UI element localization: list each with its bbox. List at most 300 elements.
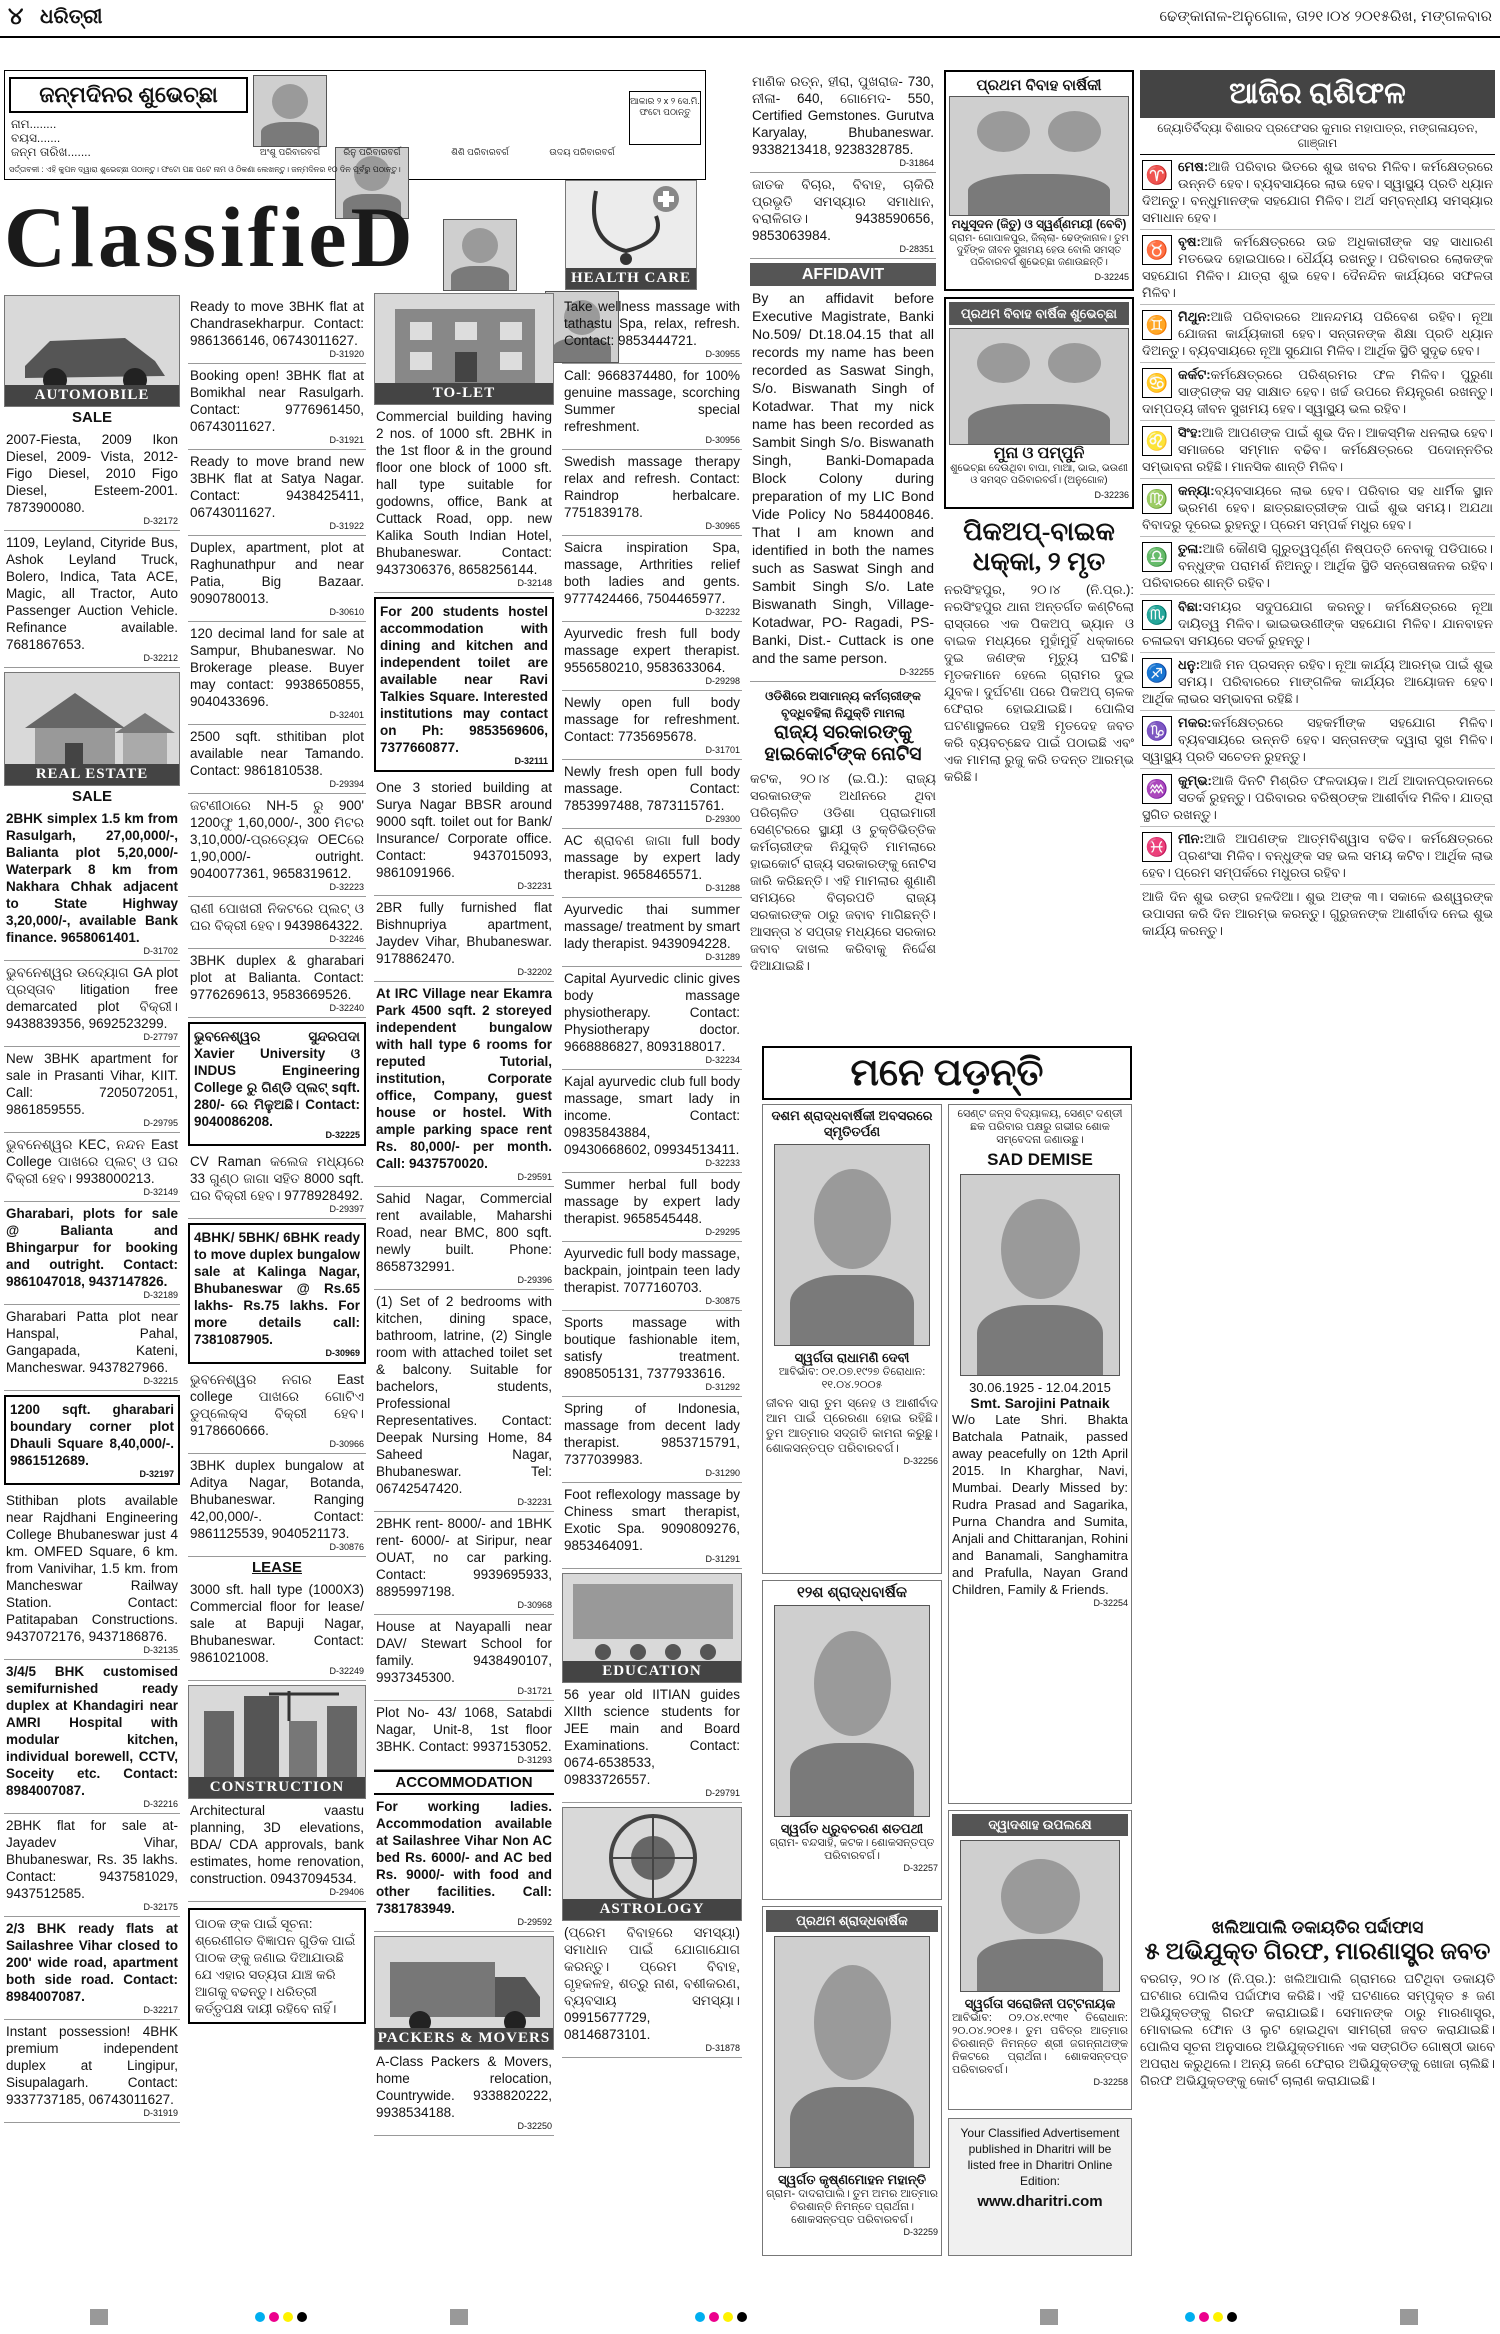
news1-headline: ରାଜ୍ୟ ସରକାରଙ୍କୁ ହାଇକୋର୍ଟଙ୍କ ନୋଟିସ: [764, 722, 922, 765]
zodiac-text: ଆଜି ଦିନଟି ମିଶ୍ରିତ ଫଳଦାୟକ। ଅର୍ଥ ଆଦାନପ୍ରଦାନରେ ସତର୍କ ରୁହନ୍ତୁ। ପରିବାରର ବରିଷ୍ଠଙ୍କ ଆଶୀର୍ବାଦ ମିଳିବ। ଯାତ୍ରା ସ୍ଥଗିତ ରଖନ୍ତୁ।: [1142, 773, 1493, 822]
ad-code: D-31288: [705, 883, 740, 893]
column-automobile-realestate: [4, 295, 180, 2123]
ad-code: D-32231: [517, 881, 552, 891]
reader-notice: ପାଠକ ଙ୍କ ପାଇଁ ସୂଚନା: ଶ୍ରେଣୀଗତ ବିଜ୍ଞାପନ ଗୁଡିକ ପାଇଁ ପାଠକ ଙ୍କୁ ଜଣାଇ ଦିଆଯାଉଛି ଯେ ଏହାର ସତ୍ୟତା ଯାଞ୍ଚ କରି ଆଗକୁ ବଢନ୍ତୁ। ଧରିତ୍ରୀ କର୍ତ୍ତୃପକ୍ଷ ଦାୟୀ ରହିବେ ନାହିଁ।: [188, 1908, 366, 2024]
print-registration-marks: [0, 2305, 1500, 2329]
zodiac-sign-icon: ♊: [1142, 310, 1172, 340]
news2-headline: ପିକଅପ୍-ବାଇକ ଧକ୍କା, ୨ ମୃତ: [963, 517, 1115, 576]
memorial-ad-5: [762, 1906, 942, 2256]
ad-code: D-32250: [517, 2121, 552, 2131]
classified-logo: ClassifieD: [4, 189, 417, 285]
classified-ad: [188, 897, 366, 949]
ad-text: 2BR fully furnished flat Bishnupriya apartment, Jaydev Vihar, Bhubaneswar. 9178862470.: [376, 900, 552, 966]
classified-ad: [374, 1512, 554, 1615]
ad-text: Newly fresh open full body massage. Contact: 7853997488, 7873115761.: [564, 764, 740, 813]
classified-ad: [188, 1799, 366, 1902]
classified-ad: [750, 70, 936, 173]
classified-ad: [188, 1578, 366, 1681]
column-tolet: [374, 295, 554, 2136]
classified-ad: [374, 405, 554, 593]
ad-text: Ayurvedic thai summer massage/ treatment by smart lady therapist. 9439094228.: [564, 902, 740, 951]
horoscope-extra: ଆଜି ଦିନ ଶୁଭ ରଙ୍ଗ ହଳଦିଆ। ଶୁଭ ଅଙ୍କ ୩। ସକାଳେ ଈଶ୍ୱରଙ୍କ ଉପାସନା କରି ଦିନ ଆରମ୍ଭ କରନ୍ତୁ। ଗୁରୁଜନଙ୍କ ଆଶୀର୍ବାଦ ନେଇ ଶୁଭ କାର୍ଯ୍ୟ କରନ୍ତୁ।: [1142, 889, 1493, 938]
classified-ad: [562, 898, 742, 967]
real-estate-ads: [4, 807, 180, 2123]
ad-code: D-32149: [143, 1187, 178, 1197]
classified-ad: [562, 1483, 742, 1569]
ad-code: D-32215: [143, 1376, 178, 1386]
memorial-banner: ମନେ ପଡ଼ନ୍ତି: [762, 1046, 1132, 1100]
affidavit-heading: AFFIDAVIT: [750, 263, 936, 286]
ad-text: 2BHK simplex 1.5 km from Rasulgarh, 27,00,000/-, Balianta plot 5,20,000/- Waterpark 8 km from Nakhara Chhak adjacent to State Highway 3,20,000/-, available Bank finance. 9658061401.: [6, 811, 178, 945]
ad-text: A-Class Packers & Movers, home relocation, Countrywide. 9338820222, 9938534188.: [376, 2054, 552, 2120]
news1-kicker: ଓଡିଶିରେ ଅସାମାନ୍ୟ କର୍ମଚାରୀଙ୍କ ବୃଦ୍ଧିବହିଲା ନିଯୁକ୍ତି ମାମଲା: [765, 689, 921, 720]
ad-code: D-31292: [705, 1382, 740, 1392]
ad-text: 3000 sft. hall type (1000X3) Commercial floor for lease/ sale at Bapuji Nagar, Bhubaneswar. Contact: 9861021008.: [190, 1582, 364, 1665]
ad-code: D-31290: [705, 1468, 740, 1478]
m5-name: ସ୍ୱର୍ଗତ କୃଷ୍ଣମୋହନ ମହାନ୍ତି: [777, 2172, 927, 2187]
classified-ad: [374, 597, 554, 772]
zodiac-name: ସିଂହ:: [1178, 425, 1202, 440]
zodiac-name: କନ୍ୟା:: [1178, 483, 1215, 498]
classified-ad: [4, 1489, 180, 1660]
classified-ad: [4, 961, 180, 1047]
memorial-ad-1: [762, 1104, 942, 1574]
horoscope-title: ଆଜିର ରାଶିଫଳ: [1140, 70, 1495, 118]
m1-dates: ଆବିର୍ଭାବ: ୦୧.୦୭.୧୯୨୭ ତିରୋଧାନ: ୧୧.୦୪.୨୦୦୫: [778, 1366, 926, 1391]
classified-ad: [562, 1242, 742, 1311]
m2-dates: 30.06.1925 - 12.04.2015: [969, 1380, 1111, 1395]
ad-code: D-31291: [705, 1554, 740, 1564]
ad-code: D-29397: [329, 1204, 364, 1214]
ad-code: D-28351: [899, 244, 934, 254]
ad-text: ଭୁବନେଶ୍ୱର KEC, ନନ୍ଦନ East College ପାଖରେ ପ୍ଲଟ୍ ଓ ଘର ବିକ୍ରୀ ହେବ। 9938000213.: [6, 1137, 178, 1186]
memorial-ad-3: [762, 1580, 942, 1900]
classified-ad: [188, 450, 366, 536]
zodiac-text: କର୍ମକ୍ଷେତ୍ରରେ ପରିଶ୍ରମର ଫଳ ମିଳିବ। ପୁରୁଣା ସାଙ୍ଗଙ୍କ ସହ ସାକ୍ଷାତ ହେବ। ଖର୍ଚ୍ଚ ଉପରେ ନିୟନ୍ତ୍ରଣ ରଖନ୍ତୁ। ଦାମ୍ପତ୍ୟ ଜୀବନ ସୁଖମୟ ହେବ। ସ୍ୱାସ୍ଥ୍ୟ ଭଲ ରହିବ।: [1142, 367, 1493, 416]
zodiac-text: ଆଜି ଆପଣଙ୍କ ପାଇଁ ଶୁଭ ଦିନ। ଆକସ୍ମିକ ଧନଲାଭ ହେବ। ସମାଜରେ ସମ୍ମାନ ବଢିବ। କର୍ମକ୍ଷେତ୍ରରେ ପଦୋନ୍ନତିର ସମ୍ଭାବନା ରହିଛି। ମାନସିକ ଶାନ୍ତି ମିଳିବ।: [1142, 425, 1493, 474]
wedding1-code: D-32245: [1094, 272, 1129, 282]
ad-code: D-32217: [143, 2005, 178, 2015]
classified-ad: [562, 967, 742, 1070]
classified-ad: [188, 725, 366, 794]
ad-code: D-31878: [705, 2043, 740, 2053]
news1-body: କଟକ, ୨୦।୪ (ଇ.ପି.): ରାଜ୍ୟ ସରକାରଙ୍କ ଅଧୀନରେ ଥିବା ପରିଚାଳିତ ଓଡିଶା ପ୍ରାଇମାରୀ ସେଣ୍ଟରରେ ସ୍ଥାୟୀ ଓ ଚୁକ୍ତିଭିତ୍ତିକ କର୍ମଚାରୀଙ୍କ ନିଯୁକ୍ତି ମାମଲାରେ ହାଇକୋର୍ଟ ରାଜ୍ୟ ସରକାରଙ୍କୁ ନୋଟିସ ଜାରି କରିଛନ୍ତି। ଏହି ମାମଲାର ଶୁଣାଣି ସମୟରେ ବିଚାରପତି ରାଜ୍ୟ ସରକାରଙ୍କ ଠାରୁ ଜବାବ ମାଗିଛନ୍ତି। ଆସନ୍ତା ୪ ସପ୍ତାହ ମଧ୍ୟରେ ସରକାର ଜବାବ ଦାଖଲ କରିବାକୁ ନିର୍ଦ୍ଦେଶ ଦିଆଯାଇଛି।: [750, 771, 936, 973]
horoscope-item: [1140, 827, 1495, 885]
classified-ad: [4, 2020, 180, 2123]
horoscope-item: [1140, 479, 1495, 537]
classified-ad: [4, 1395, 180, 1485]
zodiac-name: ମେଷ:: [1178, 159, 1209, 174]
ad-code: D-30968: [517, 1600, 552, 1610]
column-property-2: [188, 295, 366, 2024]
column-affidavit-news: [750, 70, 936, 974]
ad-code: D-32189: [143, 1290, 178, 1300]
photo-caption-4: ଉଦୟ ପରିବାରବର୍ଗ: [549, 147, 615, 157]
classified-ad: [562, 536, 742, 622]
ad-text: 1200 sqft. gharabari boundary corner plot Dhauli Square 8,40,000/-. 9861512689.: [10, 1402, 174, 1468]
ad-code: D-32216: [143, 1799, 178, 1809]
field-dob: ଜନ୍ମ ତାରିଖ.......: [11, 145, 91, 159]
column-healthcare: [562, 295, 742, 2058]
tolet-ads: [374, 405, 554, 1770]
zodiac-text: ଆଜି ପରିବାରରେ ଆନନ୍ଦମୟ ପରିବେଶ ରହିବ। ନୂଆ ଯୋଜନା କାର୍ଯ୍ୟକାରୀ ହେବ। ସନ୍ତାନଙ୍କ ଶିକ୍ଷା ପ୍ରତି ଧ୍ୟାନ ଦିଅନ୍ତୁ। ବ୍ୟବସାୟରେ ନୂଆ ସୁଯୋଗ ମିଳିବ। ଆର୍ଥିକ ସ୍ଥିତି ସୁଦୃଢ ହେବ।: [1142, 309, 1493, 358]
ad-text: One 3 storied building at Surya Nagar BBSR around 9000 sqft. toilet out for Bank/ Insurance/ Corporate office. Contact: 9437015093, 9861091966.: [376, 780, 552, 880]
field-age: ବୟସ.......: [11, 131, 61, 145]
horoscope-item: [1140, 537, 1495, 595]
wedding2-code: D-32236: [1094, 490, 1129, 500]
horoscope-item: [1140, 305, 1495, 363]
m5-text: ଗ୍ରାମ- ଦାଦରାପାଲି। ତୁମ ଅମର ଆତ୍ମାର ଚିରଶାନ୍ତି ନିମନ୍ତେ ପ୍ରାର୍ଥନା। ଶୋକସନ୍ତପ୍ତ ପରିବାରବର୍ଗ।: [766, 2188, 938, 2226]
classified-ad: [374, 776, 554, 896]
classified-ad: [374, 1795, 554, 1932]
ad-code: D-32197: [139, 1469, 174, 1479]
zodiac-text: ଆଜି ମନ ପ୍ରସନ୍ନ ରହିବ। ନୂଆ କାର୍ଯ୍ୟ ଆରମ୍ଭ ପାଇଁ ଶୁଭ ସମୟ। ପରିବାରରେ ମାଙ୍ଗଳିକ କାର୍ଯ୍ୟର ଆୟୋଜନ ହେବ। ଆର୍ଥିକ ଲାଭର ସମ୍ଭାବନା ରହିଛି।: [1142, 657, 1493, 706]
ad-text: 2007-Fiesta, 2009 Ikon Diesel, 2009- Vista, 2012- Figo Diesel, 2010 Figo Diesel, Esteem-2001. 7873900080.: [6, 432, 178, 515]
ad-text: ଭୁବନେଶ୍ୱର ସୁନ୍ଦରପଦା Xavier University ଓ INDUS Engineering College ରୁ ଗିଣ୍ଡି ପ୍ଲଟ୍ sqft. 280/- ରେ ମିଳୁଅଛି। Contact: 9040086208.: [194, 1029, 360, 1129]
packers-ads: [374, 2050, 554, 2136]
m2-text: W/o Late Shri. Bhakta Batchala Patnaik, passed away peacefully on 12th April 2015. In Kharghar, Navi, Mumbai. Dearly Missed by: Rudra Prasad and Sagarika, Purna Chandra and Sumita, Anjali and Chittaranjan, Rohini and Banamali, Sanghamitra and Prafulla, Nayan Grand Children, Family & Friends.: [952, 1412, 1128, 1597]
classified-ad: [562, 1070, 742, 1173]
ad-code: D-30966: [329, 1439, 364, 1449]
property-ads: [188, 295, 366, 1557]
affidavit-code: D-32255: [899, 667, 934, 677]
ad-text: Gharabari Patta plot near Hanspal, Pahal, Gangapada, Kateni, Mancheswar. 9437827966.: [6, 1309, 178, 1375]
zodiac-text: କର୍ମକ୍ଷେତ୍ରରେ ସହକର୍ମୀଙ୍କ ସହଯୋଗ ମିଳିବ। ବ୍ୟବସାୟରେ ଉନ୍ନତି ହେବ। ସନ୍ତାନଙ୍କ ଦ୍ୱାରା ସୁଖ ମିଳିବ। ସ୍ୱାସ୍ଥ୍ୟ ପ୍ରତି ସଚେତନ ରୁହନ୍ତୁ।: [1142, 715, 1493, 764]
birthday-coupon: [4, 70, 706, 180]
horoscope-item: [1140, 363, 1495, 421]
ad-code: D-29396: [517, 1275, 552, 1285]
news3-headline: ୫ ଅଭିଯୁକ୍ତ ଗିରଫ, ମାରଣାସ୍ତ୍ର ଜବତ: [1144, 1939, 1491, 1965]
classified-ad: [188, 622, 366, 725]
classified-ad: [374, 1615, 554, 1701]
ad-text: ଭୁବନେଶ୍ୱର ନଗର East college ପାଖରେ ଗୋଟିଏ ଡୁପ୍ଲେକ୍ସ ବିକ୍ରୀ ହେବ। 9178660666.: [190, 1372, 364, 1438]
lease-ads: [188, 1578, 366, 1681]
horoscope-byline: ଜ୍ୟୋତିର୍ବିଦ୍ୟା ବିଶାରଦ ପ୍ରଫେସର କୁମାର ମହାପାତ୍ର, ମଙ୍ଗଳାୟତନ, ଗାଞ୍ଜାମ: [1140, 118, 1495, 155]
ad-code: D-30875: [705, 1296, 740, 1306]
horoscope-item: [1140, 653, 1495, 711]
ad-text: Ayurvedic full body massage, backpain, jointpain teen lady therapist. 7077160703.: [564, 1246, 740, 1295]
ad-text: 3BHK duplex bungalow at Aditya Nagar, Botanda, Bhubaneswar. Ranging 42,00,000/-. Contact: 9861125539, 9040521173.: [190, 1458, 364, 1541]
education-ads: [562, 1683, 742, 1803]
ad-text: 2BHK flat for sale at- Jayadev Vihar, Bhubaneswar, Rs. 35 lakhs. Contact: 9437581029, 9437512585.: [6, 1818, 178, 1901]
zodiac-name: ତୁଳା:: [1178, 541, 1203, 556]
ad-text: Commercial building having 2 nos. of 1000 sft. 2BHK in the 1st floor & in the ground floor one block of 1000 sft. hall type suitable for godowns, office, Bank at Cuttack Road, opp. new Kalika South Indian Hotel, Bhubaneswar. Contact: 9437306376, 8658256144.: [376, 409, 552, 577]
ad-text: AC ଶ୍ରାବଣ ଜାଗା full body massage by expert lady therapist. 9658465571.: [564, 833, 740, 882]
horoscope-item: [1140, 155, 1495, 230]
ad-code: D-32148: [517, 578, 552, 588]
wedding-ad-2: [944, 297, 1134, 509]
classified-ad: [374, 1187, 554, 1290]
wedding1-heading: ପ୍ରଥମ ବିବାହ ବାର୍ଷିକୀ: [976, 77, 1102, 94]
birthday-footnote: ସର୍ତ୍ତାବଳୀ : ଏହି କୁପନ ଦ୍ୱାରା ଶୁଭେଚ୍ଛା ପଠାନ୍ତୁ। ଫଟୋ ପଛ ପଟେ ନାମ ଓ ଠିକଣା ଲେଖନ୍ତୁ। ଜନ୍ମଦିନର ୧୦ ଦିନ ପୂର୍ବରୁ ପଠାନ୍ତୁ।: [9, 165, 401, 174]
ad-text: 2/3 BHK ready flats at Sailashree Vihar closed to 200' wide road, apartment both side road. Contact: 8984007087.: [6, 1921, 178, 2004]
online-url[interactable]: www.dharitri.com: [977, 2193, 1103, 2210]
classified-ad: [188, 1150, 366, 1219]
zodiac-name: କୁମ୍ଭ:: [1178, 773, 1212, 788]
classified-ad: [4, 1917, 180, 2020]
classified-ad: [374, 2050, 554, 2136]
zodiac-text: ଆଜି କର୍ମକ୍ଷେତ୍ରରେ ଉଚ୍ଚ ଅଧିକାରୀଙ୍କ ସହ ସାଧାରଣ ମତଭେଦ ହୋଇପାରେ। ଧୈର୍ଯ୍ୟ ରଖନ୍ତୁ। ପରିବାରର ଲୋକଙ୍କ ସହଯୋଗ ମିଳିବ। ଯାତ୍ରା ଶୁଭ ହେବ। ଦୈନନ୍ଦିନ କାର୍ଯ୍ୟରେ ସଫଳତା ମିଳିବ।: [1142, 234, 1493, 300]
zodiac-text: ବ୍ୟବସାୟରେ ଲାଭ ହେବ। ପରିବାର ସହ ଧାର୍ମିକ ସ୍ଥାନ ଭ୍ରମଣ ହେବ। ଛାତ୍ରଛାତ୍ରୀଙ୍କ ପାଇଁ ଶୁଭ ସମୟ। ଅଯଥା ବିବାଦରୁ ଦୂରେଇ ରୁହନ୍ତୁ। ପ୍ରେମ ସମ୍ପର୍କ ମଧୁର ହେବ।: [1142, 483, 1493, 532]
classified-ad: [562, 829, 742, 898]
ad-code: D-31721: [517, 1686, 552, 1696]
ad-code: D-29791: [705, 1788, 740, 1798]
ad-text: Spring of Indonesia, massage from decent lady therapist. 9853715791, 7377039983.: [564, 1401, 740, 1467]
zodiac-sign-icon: ♌: [1142, 426, 1172, 456]
ad-code: D-30965: [705, 521, 740, 531]
ad-code: D-32231: [517, 1497, 552, 1507]
classified-ad: [4, 1814, 180, 1917]
horoscope-item: [1140, 230, 1495, 305]
classified-ad: [562, 1683, 742, 1803]
memorial-ad-4: [948, 1810, 1132, 2110]
m3-name: ସ୍ୱର୍ଗତ ଧ୍ରୁବଚରଣ ଶତପଥୀ: [780, 1821, 924, 1836]
zodiac-name: ଧନୁ:: [1178, 657, 1201, 672]
health-care-image: [565, 180, 697, 290]
ad-text: Take wellness massage with tathastu Spa, relax, refresh. Contact: 9853444721.: [564, 299, 740, 348]
zodiac-text: ଆଜି କୌଣସି ଗୁରୁତ୍ୱପୂର୍ଣ୍ଣ ନିଷ୍ପତ୍ତି ନେବାକୁ ପଡିପାରେ। ବନ୍ଧୁଙ୍କ ପରାମର୍ଶ ନିଅନ୍ତୁ। ଆର୍ଥିକ ସ୍ଥିତି ସନ୍ତୋଷଜନକ ରହିବ। ପରିବାରରେ ଶାନ୍ତି ରହିବ।: [1142, 541, 1493, 590]
online-edition-box: [948, 2118, 1132, 2256]
ad-code: D-32202: [517, 967, 552, 977]
m1-code: D-32256: [903, 1456, 938, 1466]
classified-ad: [188, 295, 366, 364]
m2-code: D-32254: [1093, 1598, 1128, 1608]
ad-text: Gharabari, plots for sale @ Balianta and Bhingarpur for booking and outright. Contact: 9861047018, 9437147826.: [6, 1206, 178, 1289]
birthday-fields: [11, 117, 91, 159]
classified-ad: [4, 807, 180, 961]
m1-heading: ଦଶମ ଶ୍ରାଦ୍ଧବାର୍ଷିକୀ ଅବସରରେ ସ୍ମୃତିତର୍ପଣ: [771, 1108, 933, 1139]
m2-photo: [960, 1174, 1120, 1376]
registration-swatch-icon: [0, 2305, 1500, 2329]
ad-text: (ପ୍ରେମ ବିବାହରେ ସମସ୍ୟା) ସମାଧାନ ପାଇଁ ଯୋଗାଯୋଗ କରନ୍ତୁ। ପ୍ରେମ ବିବାହ, ଗୃହକଳହ, ଶତ୍ରୁ ନାଶ, ବଶୀକରଣ, ବ୍ୟବସାୟ ସମସ୍ୟା। 09915677729, 08146873101.: [564, 1925, 740, 2042]
ad-text: Sports massage with boutique fashionable item, satisfy treatment. 8908505131, 7377933616.: [564, 1315, 740, 1381]
ad-code: D-29591: [517, 1172, 552, 1182]
astrology-ads: [562, 1921, 742, 2058]
paper-name: ଧରିତ୍ରୀ: [40, 6, 103, 28]
ad-text: (1) Set of 2 bedrooms with kitchen, dining space, bathroom, latrine, (2) Single room with attached toilet set & balcony. Suitable for bachelors, students, Professional Representatives. Contact: Deepak Nursing Home, 84 Saheed Nagar, Bhubaneswar. Tel: 06742547420.: [376, 1294, 552, 1496]
astrology-image: [562, 1807, 742, 1921]
ad-text: Ready to move brand new 3BHK flat at Satya Nagar. Contact: 9438425411, 06743011627.: [190, 454, 364, 520]
automobile-ads: [4, 428, 180, 668]
wedding2-text: ଶୁଭେଚ୍ଛା ଦେଉଥିବା ବାପା, ମାଆ, ଭାଇ, ଭଉଣୀ ଓ ସମସ୍ତ ପରିବାରବର୍ଗ। (ଅନୁଗୋଳ): [950, 463, 1128, 486]
m4-name: ସ୍ୱର୍ଗତା ସରୋଜିନୀ ପଟ୍ଟନାୟକ: [964, 1996, 1116, 2011]
ad-code: D-31702: [143, 946, 178, 956]
accommodation-ads: [374, 1795, 554, 1932]
ad-text: Booking open! 3BHK flat at Bomikhal near Rasulgarh. Contact: 9776961450, 06743011627.: [190, 368, 364, 434]
ad-text: At IRC Village near Ekamra Park 4500 sqft. 2 storeyed independent bungalow with hall type 6 rooms for reputed Tutorial, institution, Corporate office, Company, guest house or hostel. With ample parking space rent Rs. 80,000/- per month. Call: 9437570020.: [376, 986, 552, 1171]
zodiac-name: ବୃଷ:: [1178, 234, 1201, 249]
column-wedding-news: [944, 70, 1134, 785]
ad-text: ଜଟଣୀଠାରେ NH-5 ରୁ 900' 1200ଫୁ 1,60,000/-, 300 ମିଟର 3,10,000/-ପ୍ରତ୍ୟେକ OECରେ 1,90,000/- outright. 9040077361, 9658319612.: [190, 798, 364, 881]
ad-text: 56 year old IITIAN guides XIIth science students for JEE main and Board Examinations. Contact: 0674-6538533, 09833726557.: [564, 1687, 740, 1787]
classified-ad: [188, 1454, 366, 1557]
sale-heading-1: SALE: [71, 409, 112, 426]
ad-text: Call: 9668374480, for 100% genuine massage, scorching Summer special refreshment.: [564, 368, 740, 434]
classified-ad: [562, 1921, 742, 2058]
m4-text: ଆବିର୍ଭାବ: ୦୨.୦୪.୧୯୩୧ ତିରୋଧାନ: ୨୦.୦୪.୨୦୧୫। ତୁମ ପବିତ୍ର ଆତ୍ମାର ଚିରଶାନ୍ତି ନିମନ୍ତେ ଶ୍ରୀ ଜଗନ୍ନାଥଙ୍କ ନିକଟରେ ପ୍ରାର୍ଥନା। ଶୋକସନ୍ତପ୍ତ ପରିବାରବର୍ଗ।: [952, 2012, 1128, 2076]
ad-text: House at Nayapalli near DAV/ Stewart School for family. 9438490107, 9937345300.: [376, 1619, 552, 1685]
ad-text: Ready to move 3BHK flat at Chandrasekharpur. Contact: 9861366146, 06743011627.: [190, 299, 364, 348]
ad-code: D-32223: [329, 882, 364, 892]
classified-ad: [562, 760, 742, 829]
ad-code: D-29298: [705, 676, 740, 686]
astrology-caption: ASTROLOGY: [563, 1899, 741, 1920]
m3-photo: [774, 1605, 930, 1817]
packers-image: [374, 1936, 554, 2050]
wedding1-text: ଗ୍ରାମ- ଗୋପାଳପୁର, ଜିଲ୍ଲା- ଢେଙ୍କାନାଳ। ତୁମ ଦୁହିଁଙ୍କ ଜୀବନ ସୁଖମୟ ହେଉ ବୋଲି ସମସ୍ତ ପରିବାରବର୍ଗ ଶୁଭେଚ୍ଛା ଜଣାଉଛନ୍ତି।: [949, 233, 1129, 268]
classified-ad: [188, 1223, 366, 1364]
zodiac-name: ମୀନ:: [1178, 831, 1204, 846]
ad-code: D-27797: [143, 1032, 178, 1042]
automobile-caption: AUTOMOBILE: [5, 385, 179, 406]
photo-caption-1: ଅଂଶୁ ପରିବାରବର୍ଗ: [259, 147, 321, 157]
ad-text: Duplex, apartment, plot at Raghunathpur and near Patia, Big Bazaar. 9090780013.: [190, 540, 364, 606]
zodiac-sign-icon: ♐: [1142, 658, 1172, 688]
ad-text: 3BHK duplex & gharabari plot at Balianta. Contact: 9776269613, 9583669526.: [190, 953, 364, 1002]
classified-ad: [562, 1173, 742, 1242]
ad-code: D-29406: [329, 1887, 364, 1897]
ad-text: Plot No- 43/ 1068, Satabdi Nagar, Unit-8, 1st floor 3BHK. Contact: 9937153052.: [376, 1705, 552, 1754]
horoscope-item: [1140, 769, 1495, 827]
ad-text: Foot reflexology massage by Chiness smart therapist, Exotic Spa. 9090809276, 9853464091.: [564, 1487, 740, 1553]
classified-ad: [4, 1133, 180, 1202]
classified-ad: [750, 173, 936, 259]
education-image: [562, 1573, 742, 1683]
real-estate-image: [4, 672, 180, 786]
ad-text: ରାଣୀ ପୋଖରୀ ନିକଟରେ ପ୍ଲଟ୍ ଓ ଘର ବିକ୍ରୀ ହେବ। 9439864322.: [190, 901, 364, 933]
zodiac-sign-icon: ♓: [1142, 832, 1172, 862]
zodiac-text: ଆଜି ପରିବାର ଭିତରେ ଶୁଭ ଖବର ମିଳିବ। କର୍ମକ୍ଷେତ୍ରରେ ଉନ୍ନତି ହେବ। ବ୍ୟବସାୟରେ ଲାଭ ହେବ। ସ୍ୱାସ୍ଥ୍ୟ ପ୍ରତି ଧ୍ୟାନ ଦିଅନ୍ତୁ। ବନ୍ଧୁମାନଙ୍କ ସହଯୋଗ ମିଳିବ। ଅର୍ଥ ସମ୍ବନ୍ଧୀୟ ସମସ୍ୟାର ସମାଧାନ ହେବ।: [1142, 159, 1493, 225]
ad-code: D-31921: [329, 435, 364, 445]
ad-text: Capital Ayurvedic clinic gives body massage physiotherapy. Contact: Physiotherapy doctor. 9668886827, 8093188017.: [564, 971, 740, 1054]
classified-ad: [562, 364, 742, 450]
ad-code: D-32232: [705, 607, 740, 617]
zodiac-sign-icon: ♏: [1142, 600, 1172, 630]
m2-heading: ସେଣ୍ଟ ଜନ୍‌ସ ବିଦ୍ୟାଳୟ, ସେଣ୍ଟ ଦଣ୍ଡୀ ଛକ ପରିବାର ପକ୍ଷରୁ ଗଭୀର ଶୋକ ସମ୍ବେଦନା ଜଣାଉଛୁ।: [957, 1108, 1123, 1146]
ad-text: Instant possession! 4BHK premium independent duplex at Lingipur, Sisupalagarh. Contact: 9337737185, 06743011627.: [6, 2024, 178, 2107]
health-care-caption: HEALTH CARE: [566, 268, 696, 289]
m1-name: ସ୍ୱର୍ଗତା ରାଧାମଣି ଦେବୀ: [794, 1350, 910, 1365]
classified-ad: [188, 949, 366, 1018]
zodiac-sign-icon: ♈: [1142, 160, 1172, 190]
ad-code: D-30610: [329, 607, 364, 617]
ad-text: Sahid Nagar, Commercial rent available, Maharshi Road, near BMC, 800 sqft. newly built. Phone: 8658732991.: [376, 1191, 552, 1274]
zodiac-name: ବିଛା:: [1178, 599, 1203, 614]
ad-code: D-31293: [517, 1755, 552, 1765]
horoscope-item: [1140, 595, 1495, 653]
ad-code: D-32212: [143, 653, 178, 663]
classified-ad: [562, 450, 742, 536]
zodiac-text: ସମୟର ସଦୁପଯୋଗ କରନ୍ତୁ। କର୍ମକ୍ଷେତ୍ରରେ ନୂଆ ଦାୟିତ୍ୱ ମିଳିବ। ଭାଇଭଉଣୀଙ୍କ ସହଯୋଗ ମିଳିବ। ଯାନବାହନ ଚଳାଇବା ସମୟରେ ସତର୍କ ରୁହନ୍ତୁ।: [1142, 599, 1493, 648]
ad-code: D-32135: [143, 1645, 178, 1655]
ad-code: D-29295: [705, 1227, 740, 1237]
ad-text: ଜାତକ ବିଚାର, ବିବାହ, ଚାକିରି ପ୍ରଭୃତି ସମସ୍ୟାର ସମାଧାନ, ବରାଳିଗଡ। 9438590656, 9853063984.: [752, 177, 934, 243]
ad-text: New 3BHK apartment for sale in Prasanti Vihar, KIIT. Call: 7205072051, 9861859555.: [6, 1051, 178, 1117]
m3-heading: ୧୨ଶ ଶ୍ରାଦ୍ଧବାର୍ଷିକ: [797, 1584, 907, 1601]
horoscope-column: [1140, 70, 1495, 942]
ad-code: D-31920: [329, 349, 364, 359]
memorial-ad-2: [948, 1104, 1132, 1804]
classified-ad: [374, 1290, 554, 1512]
ad-text: For working ladies. Accommodation available at Sailashree Vihar Non AC bed Rs. 6000/- and AC bed Rs. 9000/- with food and other facilities. Call: 7381783949.: [376, 1799, 552, 1916]
m3-code: D-32257: [903, 1863, 938, 1873]
ad-text: 4BHK/ 5BHK/ 6BHK ready to move duplex bungalow sale at Kalinga Nagar, Bhubaneswar @ Rs.65 lakhs- Rs.75 lakhs. For more details call: 7381087905.: [194, 1230, 360, 1347]
zodiac-sign-icon: ♎: [1142, 542, 1172, 572]
classified-ad: [188, 794, 366, 897]
wedding2-photo: [949, 328, 1129, 445]
memorial-section: [762, 1046, 1132, 2256]
news3-body: ବରଗଡ଼, ୨୦।୪ (ନି.ପ୍ର.): ଖଲିଆପାଲି ଗ୍ରାମରେ ଘଟିଥିବା ଡକାୟତି ଘଟଣାର ପୋଲିସ ପର୍ଦ୍ଦାଫାସ କରିଛି। ଏହି ଘଟଣାରେ ସମ୍ପୃକ୍ତ ୫ ଜଣ ଅଭିଯୁକ୍ତଙ୍କୁ ଗିରଫ କରାଯାଇଛି। ସେମାନଙ୍କ ଠାରୁ ମାରଣାସ୍ତ୍ର, ମୋବାଇଲ ଫୋନ ଓ ଲୁଟ ହୋଇଥିବା ସାମଗ୍ରୀ ଜବତ କରାଯାଇଛି। ପୋଲିସ ସୂଚନା ଅନୁସାରେ ଅଭିଯୁକ୍ତମାନେ ଏକ ସଙ୍ଗଠିତ ଗୋଷ୍ଠୀ ଭାବେ ଅପରାଧ କରୁଥିଲେ। ଅନ୍ୟ ଜଣେ ଫେରାର ଅଭିଯୁକ୍ତଙ୍କୁ ଖୋଜା ଚାଲିଛି। ଗିରଫ ଅଭିଯୁକ୍ତଙ୍କୁ କୋର୍ଟ ଚାଲାଣ କରାଯାଇଛି।: [1140, 1971, 1495, 2088]
field-name: ନାମ........: [11, 117, 57, 131]
photo-caption-3: ଶିଶି ପରିବାରବର୍ଗ: [451, 147, 509, 157]
m2-name: Smt. Sarojini Patnaik: [970, 1395, 1110, 1411]
dateline: ଢେଙ୍କାନାଳ-ଅନୁଗୋଳ, ତା୨୧।୦୪ ୨୦୧୫ରିଖ, ମଙ୍ଗଳବାର: [1159, 8, 1492, 25]
wedding2-heading: ପ୍ରଥମ ବିବାହ ବାର୍ଷିକ ଶୁଭେଚ୍ଛା: [949, 302, 1129, 325]
ad-text: 3/4/5 BHK customised semifurnished ready duplex at Khandagiri near AMRI Hospital with modular kitchen, individual borewell, CCTV, Soceity etc. Contact: 8984007087.: [6, 1664, 178, 1798]
zodiac-name: ମିଥୁନ:: [1178, 309, 1211, 324]
ad-code: D-30956: [705, 435, 740, 445]
ad-text: 2BHK rent- 8000/- and 1BHK rent- 6000/- at Siripur, near OUAT, no car parking. Contact: 9939695933, 8895997198.: [376, 1516, 552, 1599]
classified-ad: [4, 1305, 180, 1391]
horoscope-item: [1140, 421, 1495, 479]
ad-code: D-31701: [705, 745, 740, 755]
news3: [1140, 1918, 1495, 2089]
affidavit-text: By an affidavit before Executive Magistrate, Banki No.509/ Dt.18.04.15 that all records my name has been recorded as Saswat Singh, S/o. Biswanath Singh of Kotadwar. That my nick name has been recorded as Sambit Singh S/o. Biswanath Singh, Banki-Domapada Block Colony during preparation of my LIC Bond Vide Policy No 584400846. That I am known and identified in both the names such as Saswat Singh and Sambit Singh S/o. Late Biswanath Singh, Village- Kotadwar, PO- Ragadi, PS- Banki, Dist.- Cuttack is one and the same person.: [752, 290, 934, 666]
zodiac-sign-icon: ♉: [1142, 235, 1172, 265]
wedding1-names: ମଧୁସୂଦନ (ଜିତୁ) ଓ ସ୍ୱର୍ଣ୍ଣମୟୀ (ବେବି): [951, 217, 1127, 231]
ad-text: Ayurvedic fresh full body massage expert therapist. 9556580210, 9583633064.: [564, 626, 740, 675]
wedding1-photo: [949, 96, 1129, 216]
m5-code: D-32259: [903, 2227, 938, 2237]
zodiac-name: କର୍କଟ:: [1178, 367, 1211, 382]
ad-text: Summer herbal full body massage by expert lady therapist. 9658545448.: [564, 1177, 740, 1226]
child-photo-1: [253, 75, 327, 147]
classified-ad: [374, 982, 554, 1187]
ad-code: D-32401: [329, 710, 364, 720]
ad-text: Saicra inspiration Spa, massage, Arthrities relief both ladies and gents. 9777424466, 7504465977.: [564, 540, 740, 606]
classified-ad: [562, 1397, 742, 1483]
ad-code: D-32249: [329, 1666, 364, 1676]
classified-ad: [188, 364, 366, 450]
ad-text: CV Raman କଲେଜ ମଧ୍ୟରେ 33 ଗୁଣ୍ଠ ଜାଗା ସହିତ 8000 sqft. ଘର ବିକ୍ରୀ ହେବ। 9778928492.: [190, 1154, 364, 1203]
zodiac-sign-icon: ♒: [1142, 774, 1172, 804]
ad-text: Newly open full body massage for refreshment. Contact: 7735695678.: [564, 695, 740, 744]
m5-photo: [774, 1936, 930, 2168]
photo-caption-2: ରିନୁ ପରିବାରବର୍ଗ: [343, 147, 401, 157]
ad-text: 1109, Leyland, Cityride Bus, Ashok Leyland Truck, Bolero, Indica, Tata ACE, Magic, all Tractor, Auto Passenger Auction Vehicle. Refinance available. 7681867653.: [6, 535, 178, 652]
ad-text: 2500 sqft. sthitiban plot available near Tamando. Contact: 9861810538.: [190, 729, 364, 778]
ad-code: D-32111: [514, 756, 548, 766]
classified-ad: [4, 1660, 180, 1814]
education-caption: EDUCATION: [563, 1661, 741, 1682]
affidavit-notice: [750, 286, 936, 682]
packers-caption: PACKERS & MOVERS: [375, 2028, 553, 2049]
ad-code: D-32234: [705, 1055, 740, 1065]
m1-text: ଜୀବନ ସାରା ତୁମ ସ୍ନେହ ଓ ଆଶୀର୍ବାଦ ଆମ ପାଇଁ ପ୍ରେରଣା ହୋଇ ରହିଛି। ତୁମ ଆତ୍ମାର ସଦ୍‌ଗତି କାମନା କରୁଛୁ। ଶୋକସନ୍ତପ୍ତ ପରିବାରବର୍ଗ।: [766, 1396, 938, 1455]
ad-code: D-32246: [329, 934, 364, 944]
ad-code: D-32240: [329, 1003, 364, 1013]
zodiac-sign-icon: ♑: [1142, 716, 1172, 746]
classified-ad: [188, 1368, 366, 1454]
health-care-ads: [562, 295, 742, 1569]
birthday-title: ଜନ୍ମଦିନର ଶୁଭେଚ୍ଛା: [9, 77, 248, 113]
m4-photo: [960, 1840, 1120, 1992]
classified-ad: [4, 428, 180, 531]
tolet-caption: TO-LET: [375, 383, 553, 404]
m3-text: ଗ୍ରାମ- ବନ୍ଦସାହି, କଟକ। ଶୋକସନ୍ତପ୍ତ ପରିବାରବର୍ଗ।: [769, 1837, 935, 1862]
zodiac-sign-icon: ♍: [1142, 484, 1172, 514]
wedding-ad-1: [944, 70, 1134, 291]
